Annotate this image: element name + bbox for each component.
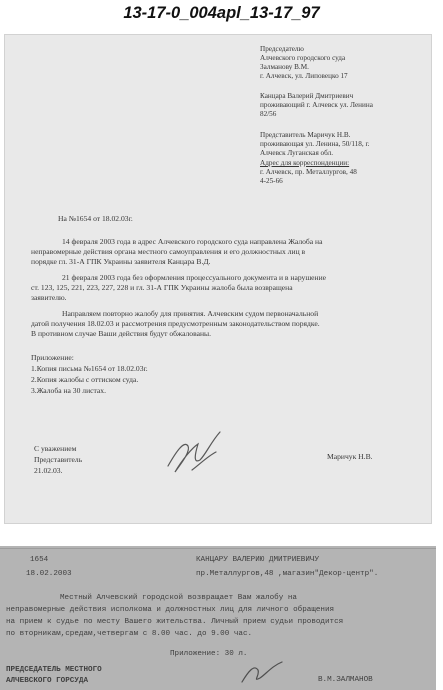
stamp-date: 18.02.2003 (26, 570, 72, 578)
court-stamp-page (0, 546, 436, 690)
stamp-signature (238, 658, 286, 688)
correspondence-line: г. Алчевск, пр. Металлургов, 48 (260, 168, 357, 176)
closing-line: С уважением (34, 444, 77, 453)
sender-line: проживающий г. Алчевск ул. Ленина (260, 101, 373, 109)
stamp-body-line: по вторникам,средам,четвергам с 8.00 час. до 9.00 час. (6, 630, 253, 638)
attachments-title: Приложение: (31, 353, 74, 362)
paragraph-line: ст. 123, 125, 221, 223, 227, 228 и гл. 31-А ГПК Украины жалоба была возвращена (31, 283, 293, 292)
stamp-footer-title: АЛЧЕВСКОГО ГОРСУДА (6, 677, 89, 685)
paragraph-line: Направляем повторно жалобу для принятия. Алчевским судом первоначальной (62, 309, 319, 318)
stamp-recipient-address: пр.Металлургов,48 ,магазин"Декор-центр". (196, 570, 379, 578)
attachment-item: 3.Жалоба на 30 листах. (31, 386, 106, 395)
reference-line: На №1654 от 18.02.03г. (58, 214, 133, 223)
paragraph-line: 14 февраля 2003 года в адрес Алчевского городского суда направлена Жалоба на (62, 237, 323, 246)
paragraph-line: В противном случае Ваши действия будут обжалованы. (31, 329, 212, 338)
signer-name: Маричук Н.В. (327, 452, 373, 461)
handwritten-signature (162, 426, 228, 478)
addressee-line: Залманову В.М. (260, 63, 309, 71)
correspondence-label: Адрес для корреспонденции: (260, 159, 350, 167)
addressee-line: г. Алчевск, ул. Липовецко 17 (260, 72, 348, 80)
paragraph-line: порядке гл. 31-А ГПК Украины заявителя Канцара В.Д. (31, 257, 211, 266)
stamp-judge-name: В.М.ЗАЛМАНОВ (318, 676, 373, 684)
sender-line: 82/56 (260, 110, 277, 118)
stamp-body-line: Местный Алчевский городской возвращает Вам жалобу на (60, 594, 297, 602)
stamp-recipient: КАНЦАРУ ВАЛЕРИЮ ДМИТРИЕВИЧУ (196, 556, 320, 564)
closing-line: 21.02.03. (34, 466, 63, 475)
representative-line: Представитель Маричук Н.В. (260, 131, 351, 139)
stamp-footer-title: ПРЕДСЕДАТЕЛЬ МЕСТНОГО (6, 666, 102, 674)
stamp-body-line: на прием к судье по месту Вашего жительства. Личный прием судьи проводится (6, 618, 344, 626)
correspondence-line: 4-25-66 (260, 177, 283, 185)
document-id-header: 13-17-0_004apl_13-17_97 (123, 4, 320, 22)
stamp-enclosure: Приложение: 30 л. (170, 650, 248, 658)
paragraph-line: датой получения 18.02.03 и рассмотрения предусмотренным законодательством порядке. (31, 319, 320, 328)
representative-line: проживающая ул. Ленина, 50/118, г. (260, 140, 370, 148)
addressee-line: Алчевского городского суда (260, 54, 346, 62)
stamp-body-line: неправомерные действия исполкома и должностных лиц для личного обращения (6, 606, 335, 614)
sender-line: Канцара Валерий Дмитриевич (260, 92, 354, 100)
paragraph-line: 21 февраля 2003 года без оформления процессуального документа и в нарушение (62, 273, 327, 282)
attachment-item: 2.Копия жалобы с оттиском суда. (31, 375, 139, 384)
stamp-reference-number: 1654 (30, 556, 49, 564)
closing-line: Представитель (34, 455, 83, 464)
paragraph-line: неправомерные действия органа местного самоуправления и его должностных лиц в (31, 247, 306, 256)
letter-page (4, 34, 432, 524)
paragraph-line: заявителю. (31, 293, 67, 302)
attachment-item: 1.Копия письма №1654 от 18.02.03г. (31, 364, 148, 373)
addressee-line: Председателю (260, 45, 304, 53)
representative-line: Алчевск Луганская обл. (260, 149, 334, 157)
